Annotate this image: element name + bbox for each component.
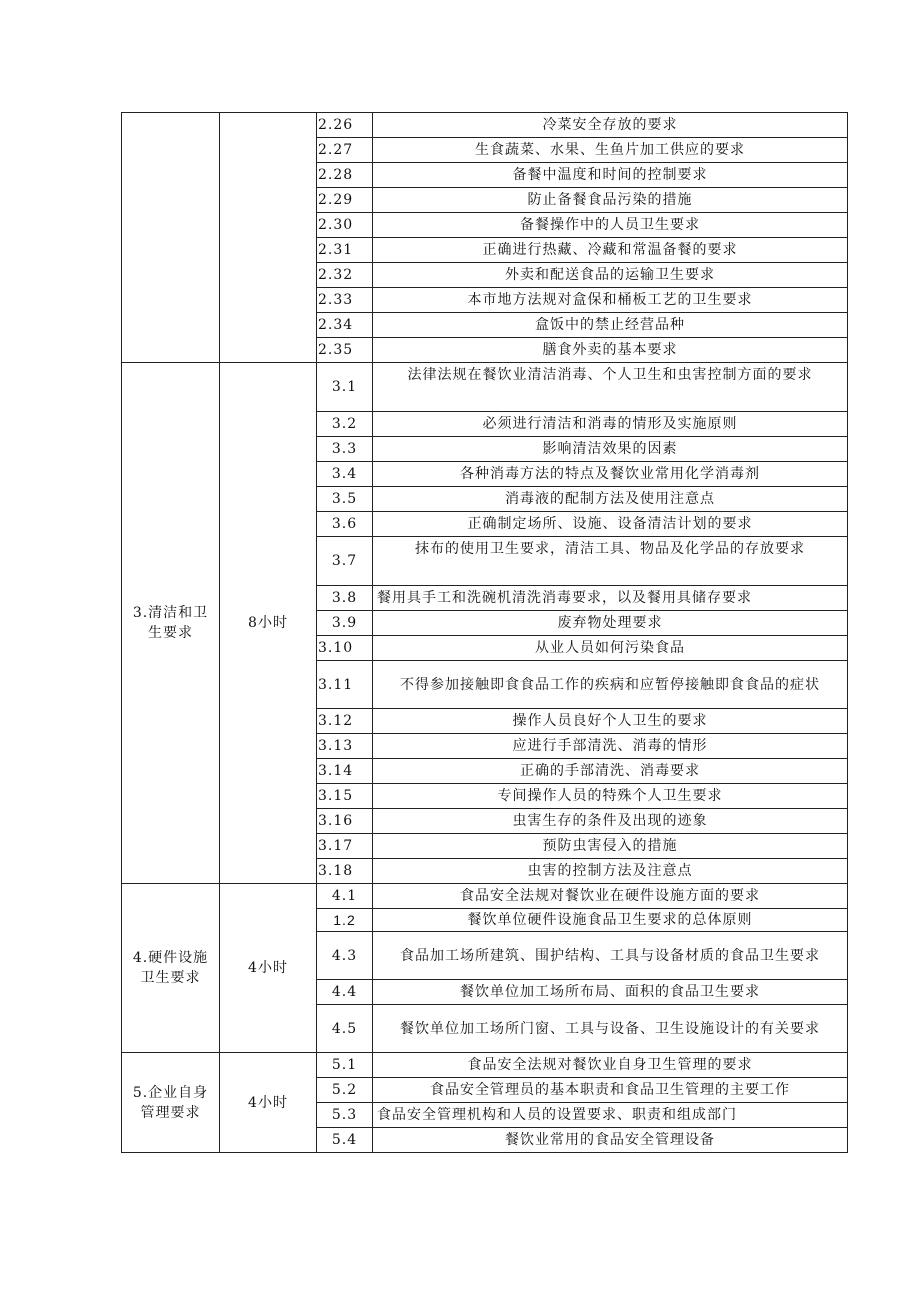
item-topic: 消毒液的配制方法及使用注意点 [373,487,848,512]
category-cell [122,113,220,363]
item-number: 3.16 [317,809,373,834]
item-number: 3.14 [317,759,373,784]
hours-cell [220,113,317,363]
item-topic: 膳食外卖的基本要求 [373,338,848,363]
item-topic: 应进行手部清洗、消毒的情形 [373,734,848,759]
item-topic: 食品安全法规对餐饮业自身卫生管理的要求 [373,1053,848,1078]
item-topic: 本市地方法规对盒保和桶板工艺的卫生要求 [373,288,848,313]
item-topic: 抹布的使用卫生要求，清洁工具、物品及化学品的存放要求 [373,537,848,586]
item-topic: 生食蔬菜、水果、生鱼片加工供应的要求 [373,138,848,163]
item-topic: 影响清洁效果的因素 [373,437,848,462]
item-topic: 餐饮单位加工场所门窗、工具与设备、卫生设施设计的有关要求 [373,1005,848,1053]
item-topic: 食品安全法规对餐饮业在硬件设施方面的要求 [373,884,848,909]
item-number: 2.34 [317,313,373,338]
table-row [122,1053,848,1078]
category-cell: 3.清洁和卫生要求 [122,363,220,884]
item-number: 3.3 [317,437,373,462]
item-number: 5.3 [317,1103,373,1128]
item-topic: 不得参加接触即食食品工作的疾病和应暂停接触即食食品的症状 [373,661,848,709]
item-number: 3.9 [317,611,373,636]
item-topic: 预防虫害侵入的措施 [373,834,848,859]
item-topic: 正确的手部清洗、消毒要求 [373,759,848,784]
item-number: 4.3 [317,932,373,980]
document-page [121,112,847,1153]
item-topic: 法律法规在餐饮业清洁消毒、个人卫生和虫害控制方面的要求 [373,363,848,412]
item-topic: 虫害生存的条件及出现的迹象 [373,809,848,834]
item-topic: 防止备餐食品污染的措施 [373,188,848,213]
item-number: 3.1 [317,363,373,412]
item-number: 3.10 [317,636,373,661]
item-number: 5.2 [317,1078,373,1103]
category-cell: 4.硬件设施卫生要求 [122,884,220,1053]
item-topic: 备餐中温度和时间的控制要求 [373,163,848,188]
item-topic: 餐饮单位加工场所布局、面积的食品卫生要求 [373,980,848,1005]
item-topic: 废弃物处理要求 [373,611,848,636]
item-topic: 餐饮单位硬件设施食品卫生要求的总体原则 [373,909,848,932]
item-topic: 专间操作人员的特殊个人卫生要求 [373,784,848,809]
item-number: 4.1 [317,884,373,909]
item-number: 1.2 [317,909,373,932]
item-topic: 盒饭中的禁止经营品种 [373,313,848,338]
item-number: 3.8 [317,586,373,611]
item-topic: 食品安全管理员的基本职责和食品卫生管理的主要工作 [373,1078,848,1103]
item-number: 2.32 [317,263,373,288]
item-topic: 餐饮业常用的食品安全管理设备 [373,1128,848,1153]
item-number: 3.18 [317,859,373,884]
item-number: 4.5 [317,1005,373,1053]
item-number: 2.28 [317,163,373,188]
item-number: 3.7 [317,537,373,586]
item-topic: 外卖和配送食品的运输卫生要求 [373,263,848,288]
item-number: 3.5 [317,487,373,512]
hours-cell: 8小时 [220,363,317,884]
item-topic: 正确进行热藏、冷藏和常温备餐的要求 [373,238,848,263]
item-number: 4.4 [317,980,373,1005]
item-number: 3.17 [317,834,373,859]
table-row [122,113,848,138]
item-topic: 从业人员如何污染食品 [373,636,848,661]
item-topic: 必须进行清洁和消毒的情形及实施原则 [373,412,848,437]
item-topic: 各种消毒方法的特点及餐饮业常用化学消毒剂 [373,462,848,487]
item-topic: 正确制定场所、设施、设备清洁计划的要求 [373,512,848,537]
item-number: 2.29 [317,188,373,213]
item-number: 3.15 [317,784,373,809]
item-number: 3.6 [317,512,373,537]
table-row [122,363,848,412]
item-number: 2.31 [317,238,373,263]
item-number: 2.33 [317,288,373,313]
item-topic: 食品安全管理机构和人员的设置要求、职责和组成部门 [373,1103,848,1128]
item-topic: 餐用具手工和洗碗机清洗消毒要求，以及餐用具储存要求 [373,586,848,611]
item-topic: 虫害的控制方法及注意点 [373,859,848,884]
item-number: 5.4 [317,1128,373,1153]
item-number: 5.1 [317,1053,373,1078]
item-number: 2.27 [317,138,373,163]
training-content-table [121,112,848,1153]
item-topic: 操作人员良好个人卫生的要求 [373,709,848,734]
item-number: 3.12 [317,709,373,734]
item-number: 3.4 [317,462,373,487]
item-number: 2.26 [317,113,373,138]
item-topic: 食品加工场所建筑、围护结构、工具与设备材质的食品卫生要求 [373,932,848,980]
category-cell: 5.企业自身管理要求 [122,1053,220,1153]
item-number: 3.13 [317,734,373,759]
item-topic: 冷菜安全存放的要求 [373,113,848,138]
item-number: 3.2 [317,412,373,437]
hours-cell: 4小时 [220,884,317,1053]
item-number: 3.11 [317,661,373,709]
item-number: 2.30 [317,213,373,238]
table-row [122,884,848,909]
item-number: 2.35 [317,338,373,363]
item-topic: 备餐操作中的人员卫生要求 [373,213,848,238]
hours-cell: 4小时 [220,1053,317,1153]
